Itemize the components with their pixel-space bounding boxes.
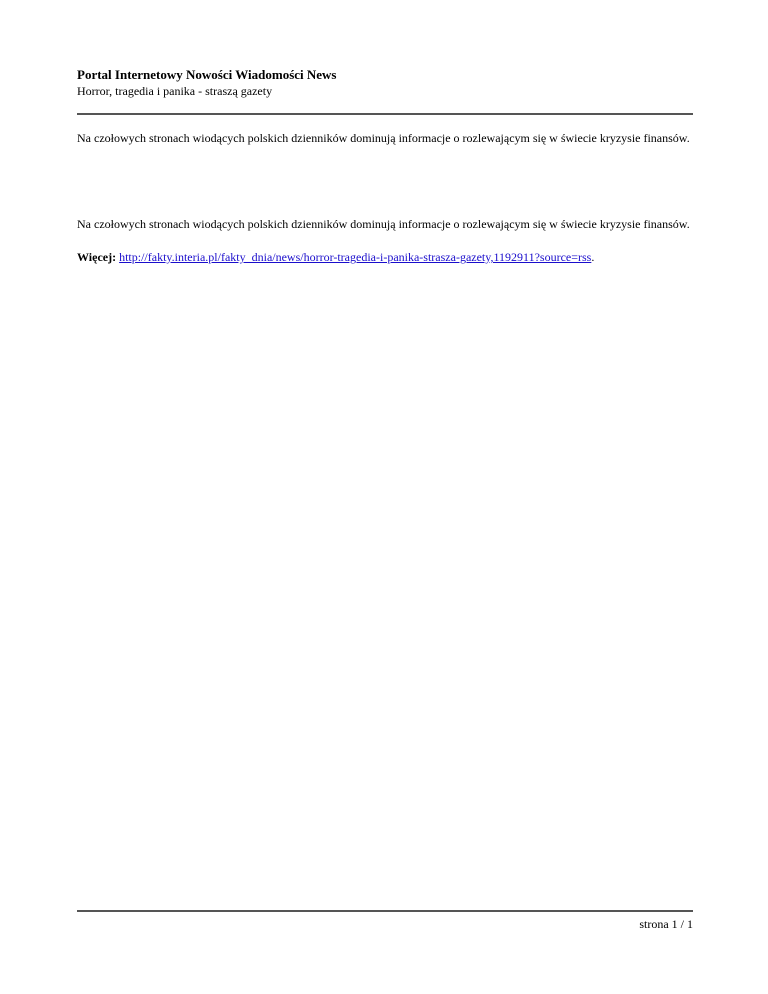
read-more-line — [77, 250, 717, 265]
body-paragraph: Na czołowych stronach wiodących polskich dzienników dominują informacje o rozlewającym się w świecie kryzysie finansów. — [77, 217, 690, 231]
source-link[interactable]: http://fakty.interia.pl/fakty_dnia/news/horror-tragedia-i-panika-strasza-gazety,1192911?source=rss — [119, 250, 592, 264]
footer-divider — [77, 910, 693, 912]
page-header — [77, 67, 693, 99]
site-title: Portal Internetowy Nowości Wiadomości News — [77, 67, 337, 82]
article-lead — [77, 131, 693, 146]
article-headline: Horror, tragedia i panika - straszą gazety — [77, 84, 273, 98]
read-more-label: Więcej: — [77, 250, 117, 264]
read-more-suffix: . — [591, 250, 595, 264]
page-footer — [77, 917, 693, 932]
header-divider — [77, 113, 693, 115]
article-body — [77, 205, 693, 244]
page-number: strona 1 / 1 — [639, 917, 693, 931]
lead-paragraph: Na czołowych stronach wiodących polskich dzienników dominują informacje o rozlewającym się w świecie kryzysie finansów. — [77, 131, 690, 145]
